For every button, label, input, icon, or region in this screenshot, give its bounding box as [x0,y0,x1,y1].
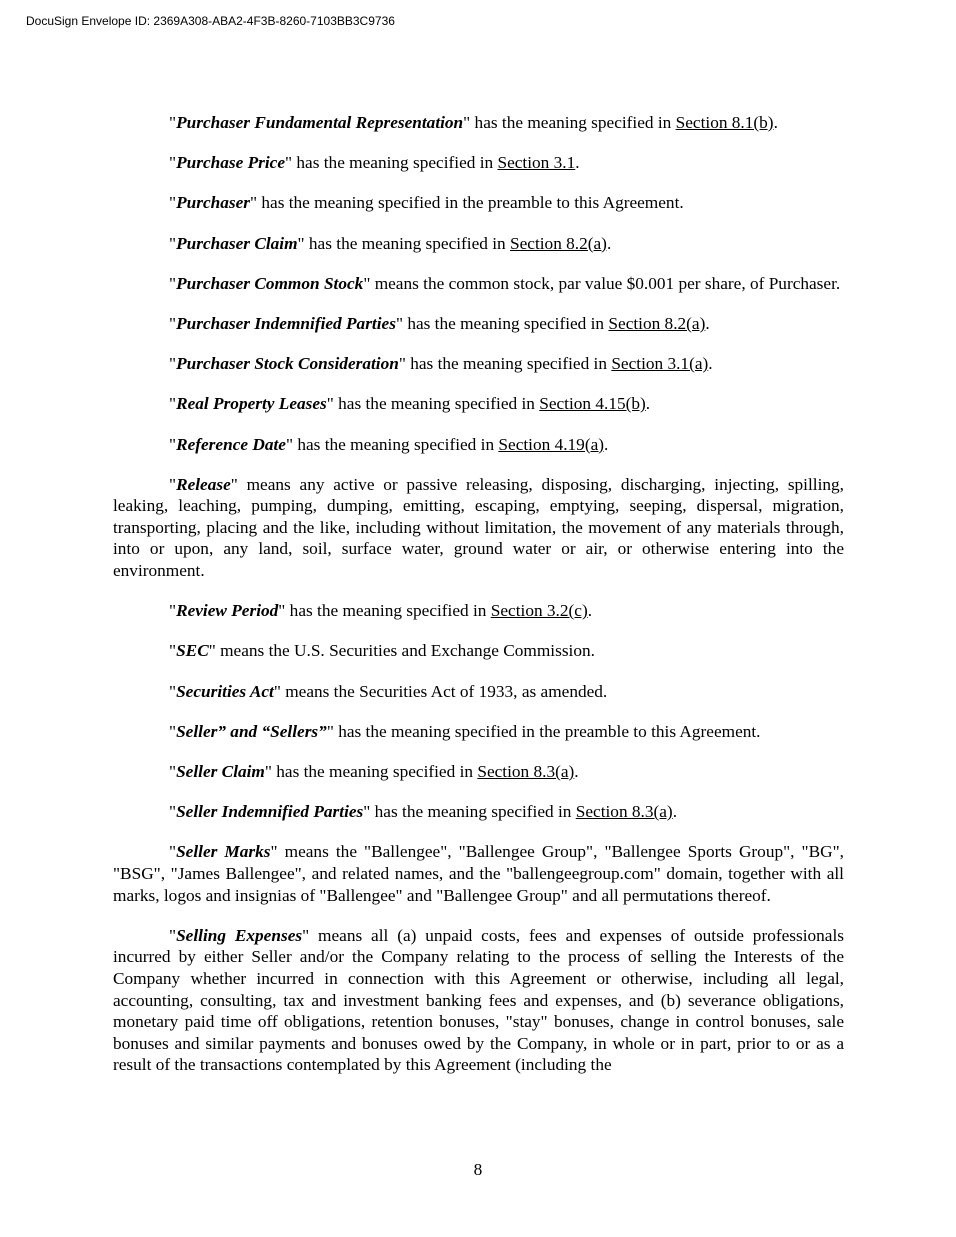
section-reference: Section 8.1(b) [675,113,774,132]
defined-term: Purchaser Common Stock [176,273,364,293]
section-reference: Section 8.3(a) [477,762,575,781]
definition-text: has the meaning specified in the preamble to this Agreement. [257,193,684,213]
definition-paragraph: "Reference Date" has the meaning specified in Section 4.19(a). [169,434,609,454]
definition-text: means the U.S. Securities and Exchange Commission. [215,641,595,661]
definition-paragraph: "Securities Act" means the Securities Act of 1933, as amended. [169,681,608,701]
definition-paragraph: "Release" means any active or passive releasing, disposing, discharging, injecting, spilling, leaking, leaching, pumping, dumping, emitting, escaping, emptying, seeping, dispersal, migration, transporting, placing and the like, including without limitation, the movement of any materials through, into or upon, any land, soil, surface water, ground water or air, or otherwise entering into the environment. [113,474,844,581]
definition-paragraph: "Purchaser Fundamental Representation" has the meaning specified in Section 8.1(b). [169,113,778,132]
definition-end: . [708,354,713,374]
defined-term: Real Property Leases [176,394,327,414]
defined-term: Securities Act [176,681,274,701]
definition-text: means the common stock, par value $0.001 per share, of Purchaser. [370,273,841,293]
definition-text: has the meaning specified in [403,313,609,333]
definition-paragraph: "Purchase Price" has the meaning specified in Section 3.1. [169,153,580,173]
definition-text: has the meaning specified in [271,762,478,781]
defined-term: Seller Marks [176,842,271,862]
definition-end: . [645,394,651,414]
section-reference: Section 4.15(b) [539,394,646,414]
defined-term: Reference Date [176,434,286,454]
definition-end: . [705,313,710,333]
defined-term: Seller Indemnified Parties [176,802,364,822]
definition-text: has the meaning specified in [405,354,612,374]
docusign-envelope-id: DocuSign Envelope ID: 2369A308-ABA2-4F3B-8260-7103BB3C9736 [26,14,395,28]
section-reference: Section 8.2(a) [510,233,607,253]
defined-term: Seller Claim [176,762,265,781]
definition-paragraph: "Selling Expenses" means all (a) unpaid costs, fees and expenses of outside professionals incurred by either Seller and/or the Company relating to the process of selling the Interests of the Company whether incurred in connection with this Agreement or otherwise, including all legal, accounting, consulting, tax and investment banking fees and expenses, and (b) severance obligations, monetary paid time off obligations, retention bonuses, "stay" bonuses, change in control bonuses, sale bonuses and similar payments and bonuses owed by the Company, in whole or in part, prior to or as a result of the transactions contemplated by this Agreement (including the [113,925,845,1075]
definition-text: has the meaning specified in [292,153,498,173]
defined-term: SEC [176,641,209,661]
definition-paragraph: "Purchaser Stock Consideration" has the meaning specified in Section 3.1(a). [169,354,713,374]
defined-term: Purchaser Fundamental Representation [176,113,464,132]
definition-end: . [604,434,609,454]
definition-paragraph: "Seller Indemnified Parties" has the meaning specified in Section 8.3(a). [169,802,678,822]
section-reference: Section 3.2(c) [490,601,588,621]
defined-term: Purchaser Indemnified Parties [176,313,396,333]
definition-text: has the meaning specified in [333,394,540,414]
definition-text: means all (a) unpaid costs, fees and expenses of outside professionals incurred by either Seller and/or the Company relating to the process of selling the Interests of the Company whether incurred in connection with this Agreement or otherwise, including all legal, accounting, consulting, tax and investment banking fees and expenses, and (b) severance obligations, monetary paid time off obligations, retention bonuses, "stay" bonuses, change in control bonuses, sale bonuses and similar payments and bonuses owed by the Company, in whole or in part, prior to or as a result of the transactions contemplated by this Agreement (including the [113,925,845,1075]
definition-paragraph: "Seller Claim" has the meaning specified in Section 8.3(a). [169,762,579,781]
definition-end: . [587,601,593,621]
page-number: 8 [473,1160,483,1179]
definition-text: has the meaning specified in [285,601,491,621]
definition-end: . [773,113,778,132]
section-reference: Section 3.1 [497,153,576,173]
defined-term: Review Period [176,601,279,621]
definition-text: has the meaning specified in [304,233,510,253]
definition-paragraph: "Real Property Leases" has the meaning specified in Section 4.15(b). [169,394,651,414]
section-reference: Section 8.3(a) [575,802,673,822]
defined-term: Purchaser [176,193,250,213]
definition-paragraph: "Purchaser Common Stock" means the common stock, par value $0.001 per share, of Purchaser. [169,273,841,293]
definition-end: . [575,153,580,173]
defined-term: Release [176,474,231,494]
defined-term: Purchase Price [176,153,286,173]
definition-text: has the meaning specified in the preamble to this Agreement. [333,721,761,741]
definitions-section [113,112,844,1095]
definition-paragraph: "Seller Marks" means the "Ballengee", "Ballengee Group", "Ballengee Sports Group", "BG", "BSG", "James Ballengee", and related names, and the "ballengeegroup.com" domain, together with all marks, logos and insignias of "Ballengee" and "Ballengee Group" and all permutations thereof. [113,842,844,905]
section-reference: Section 4.19(a) [498,434,604,454]
definition-text: means the "Ballengee", "Ballengee Group", "Ballengee Sports Group", "BG", "BSG", "James Ballengee", and related names, and the "ballengeegroup.com" domain, together with all marks, logos and insignias of "Ballengee" and "Ballengee Group" and all permutations thereof. [113,842,844,905]
defined-term: Purchaser Claim [176,233,298,253]
definition-text: means any active or passive releasing, disposing, discharging, injecting, spilling, leaking, leaching, pumping, dumping, emitting, escaping, emptying, seeping, dispersal, migration, transporting, placing and the like, including without limitation, the movement of any materials through, into or upon, any land, soil, surface water, ground water or air, or otherwise entering into the environment. [113,474,844,581]
definition-paragraph: "Purchaser Indemnified Parties" has the meaning specified in Section 8.2(a). [169,313,710,333]
definition-paragraph: "Purchaser" has the meaning specified in the preamble to this Agreement. [169,193,684,213]
definition-paragraph: "Purchaser Claim" has the meaning specified in Section 8.2(a). [169,233,612,253]
definition-text: has the meaning specified in [293,434,499,454]
definition-paragraph: "Seller” and “Sellers”" has the meaning specified in the preamble to this Agreement. [169,721,761,741]
defined-term: Seller” and “Sellers” [176,721,327,741]
definition-text: has the meaning specified in [470,113,676,132]
section-reference: Section 8.2(a) [608,313,706,333]
definition-end: . [672,802,678,822]
definition-end: . [574,762,579,781]
defined-term: Selling Expenses [176,925,303,945]
defined-term: Purchaser Stock Consideration [176,354,399,374]
definition-text: means the Securities Act of 1933, as amended. [280,681,608,701]
definition-paragraph: "Review Period" has the meaning specified in Section 3.2(c). [169,601,593,621]
definition-text: has the meaning specified in [370,802,576,822]
definition-end: . [606,233,612,253]
section-reference: Section 3.1(a) [611,354,709,374]
definition-paragraph: "SEC" means the U.S. Securities and Exchange Commission. [169,641,595,661]
